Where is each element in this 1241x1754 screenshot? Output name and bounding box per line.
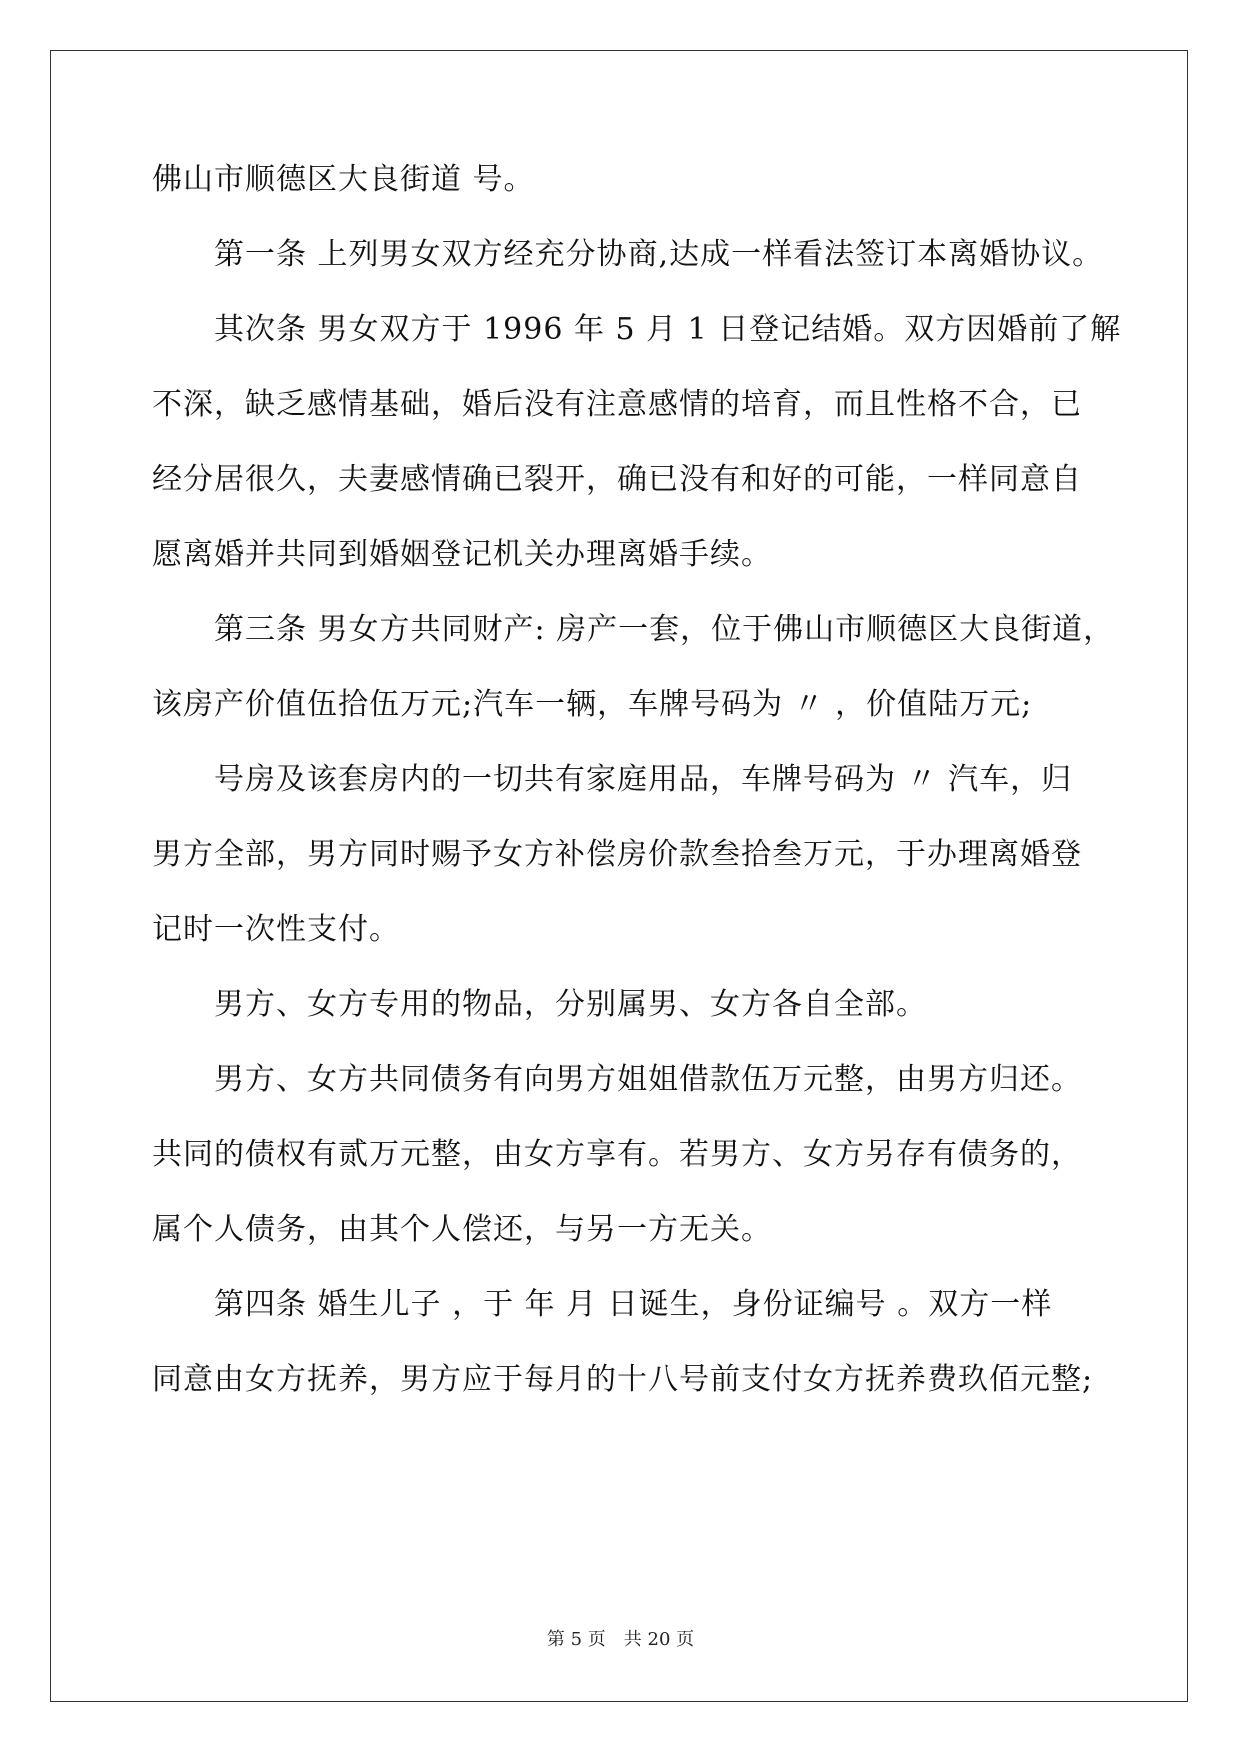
text-line: 男方、女方共同债务有向男方姐姐借款伍万元整，由男方归还。 (214, 1062, 1082, 1097)
text-line: 男方、女方专用的物品，分别属男、女方各自全部。 (214, 987, 927, 1022)
article-2-line: 其次条 男女双方于 1996 年 5 月 1 日登记结婚。双方因婚前了解 (214, 312, 1122, 347)
text-line: 共同的债权有贰万元整，由女方享有。若男方、女方另存有债务的， (152, 1137, 1082, 1172)
text-line: 愿离婚并共同到婚姻登记机关办理离婚手续。 (152, 537, 772, 572)
page-border (50, 50, 1188, 1702)
text-line: 经分居很久，夫妻感情确已裂开，确已没有和好的可能，一样同意自 (152, 462, 1082, 497)
article-3-line: 第三条 男女方共同财产: 房产一套，位于佛山市顺德区大良街道， (214, 612, 1115, 647)
text-line: 记时一次性支付。 (152, 912, 400, 947)
page-number: 第 5 页 共 20 页 (546, 1629, 695, 1650)
article-4-line: 第四条 婚生儿子 ，于 年 月 日诞生，身份证编号 。双方一样 (214, 1287, 1053, 1322)
article-1-line: 第一条 上列男女双方经充分协商,达成一样看法签订本离婚协议。 (214, 237, 1104, 272)
text-line: 不深，缺乏感情基础，婚后没有注意感情的培育，而且性格不合，已 (152, 387, 1082, 422)
text-line: 同意由女方抚养，男方应于每月的十八号前支付女方抚养费玖佰元整; (152, 1362, 1094, 1397)
text-line: 号房及该套房内的一切共有家庭用品，车牌号码为 〃 汽车，归 (214, 762, 1073, 797)
text-line: 属个人债务，由其个人偿还，与另一方无关。 (152, 1212, 772, 1247)
text-line: 该房产价值伍拾伍万元;汽车一辆，车牌号码为 〃 ，价值陆万元; (152, 687, 1033, 722)
text-line: 佛山市顺德区大良街道 号。 (152, 162, 535, 197)
text-line: 男方全部，男方同时赐予女方补偿房价款叁拾叁万元，于办理离婚登 (152, 837, 1082, 872)
